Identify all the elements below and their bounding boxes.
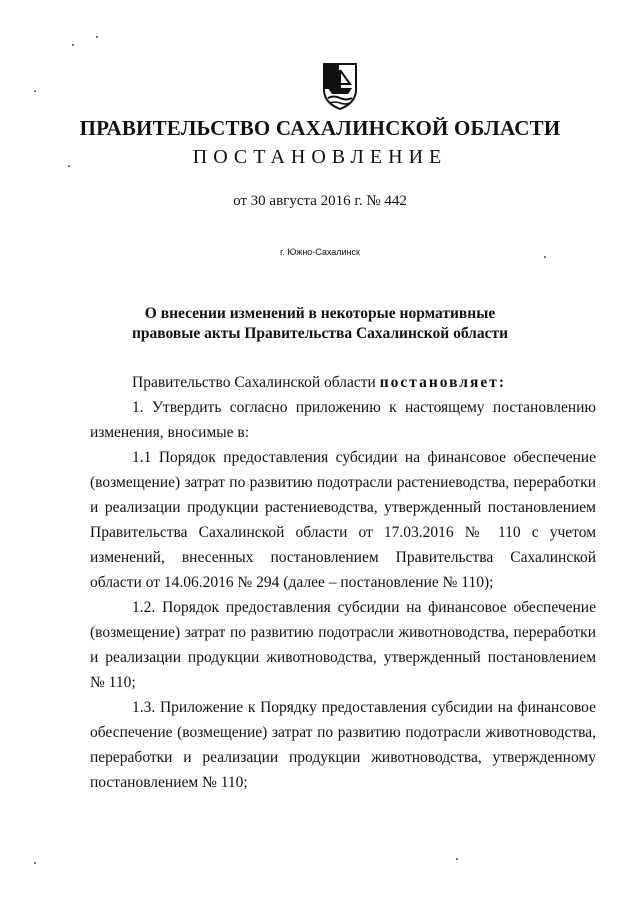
scan-speck	[68, 165, 70, 167]
intro-text: Правительство Сахалинской области	[132, 374, 380, 391]
intro-keyword: постановляет:	[379, 374, 507, 391]
paragraph-1-3: 1.3. Приложение к Порядку предоставления субсидии на финансовое обеспечение (возмещение) затрат по развитию подотрасли животноводства, переработки и реализации продукции животноводства, утвержденному постановлением № 110;	[90, 699, 596, 791]
document-subject	[0, 304, 640, 344]
document-type: ПОСТАНОВЛЕНИЕ	[192, 146, 448, 168]
scan-speck	[72, 44, 74, 46]
coat-of-arms-icon	[322, 60, 358, 110]
subject-line-1: О внесении изменений в некоторые нормативные	[144, 305, 496, 322]
scan-speck	[96, 36, 98, 38]
scan-speck	[34, 90, 36, 92]
document-city: г. Южно-Сахалинск	[280, 247, 360, 257]
scan-speck	[456, 858, 458, 860]
government-name: ПРАВИТЕЛЬСТВО САХАЛИНСКОЙ ОБЛАСТИ	[79, 116, 561, 140]
intro-paragraph	[90, 370, 596, 395]
paragraph-1-1: 1.1 Порядок предоставления субсидии на финансовое обеспечение (возмещение) затрат по развитию подотрасли растениеводства, переработки и реализации продукции растениеводства, утвержденный постановлением Правительства Сахалинской области от 17.03.2016 № 110 с учетом изменений, внесенных постановлением Правительства Сахалинской области от 14.06.2016 № 294 (далее – постановление № 110);	[90, 449, 596, 591]
subject-line-2: правовые акты Правительства Сахалинской области	[131, 325, 509, 342]
paragraph-1: 1. Утвердить согласно приложению к настоящему постановлению изменения, вносимые в:	[90, 399, 596, 441]
scan-speck	[544, 256, 546, 258]
scan-speck	[34, 862, 36, 864]
paragraph-1-2: 1.2. Порядок предоставления субсидии на финансовое обеспечение (возмещение) затрат по развитию подотрасли животноводства, переработки и реализации продукции животноводства, утвержденный постановлением № 110;	[90, 599, 596, 691]
document-date-number: от 30 августа 2016 г. № 442	[233, 193, 407, 209]
document-body	[90, 370, 596, 795]
